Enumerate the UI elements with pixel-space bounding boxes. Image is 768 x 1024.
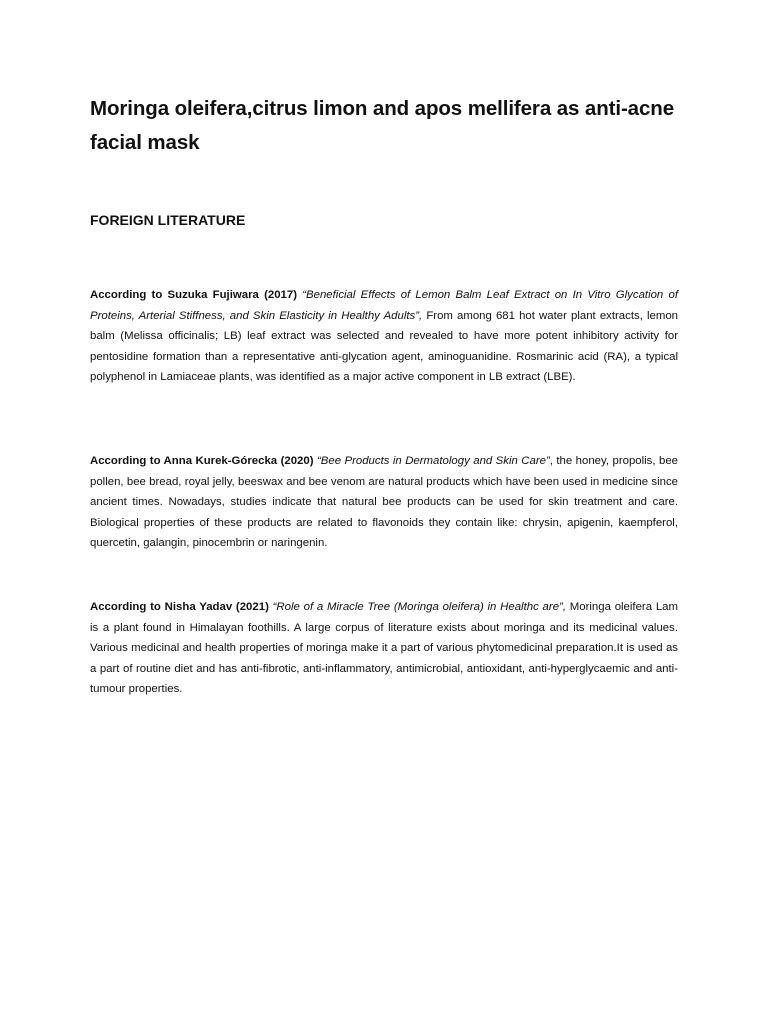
paragraph-body: From among 681 hot water plant extracts, lemon balm (Melissa officinalis; LB) leaf extract was selected and revealed to have more potent inhibitory activity for pentosidine formation than a representative anti-glycation agent, aminoguanidine. Rosmarinic acid (RA), a typical polyphenol in Lamiaceae plants, was identified as a major active component in LB extract (LBE). <box>90 309 678 384</box>
citation-title: “Beneficial Effects of Lemon Balm Leaf Extract on In Vitro Glycation of Proteins, Arterial Stiffness, and Skin Elasticity in Healthy Adults”, <box>90 289 678 322</box>
paragraph-body: , the honey, propolis, bee pollen, bee bread, royal jelly, beeswax and bee venom are natural products which have been used in medicine since ancient times. Nowadays, studies indicate that natural bee products can be used for skin treatment and care. Biological properties of these products are related to flavonoids they contain like: chrysin, apigenin, kaempferol, quercetin, galangin, pinocembrin or naringenin. <box>90 455 678 550</box>
literature-paragraph-3 <box>90 597 678 700</box>
document-title: Moringa oleifera,citrus limon and apos mellifera as anti-acne facial mask <box>90 97 675 154</box>
citation-title: “Role of a Miracle Tree (Moringa oleifera) in Healthc are”, <box>272 601 566 613</box>
citation-title: “Bee Products in Dermatology and Skin Care” <box>316 455 550 467</box>
section-heading: FOREIGN LITERATURE <box>90 212 246 228</box>
citation-author: According to Suzuka Fujiwara (2017) <box>90 289 297 301</box>
citation-author: According to Nisha Yadav (2021) <box>90 601 269 613</box>
citation-author: According to Anna Kurek-Górecka (2020) <box>90 455 314 467</box>
literature-paragraph-1 <box>90 285 678 388</box>
literature-paragraph-2 <box>90 451 678 554</box>
paragraph-body: Moringa oleifera Lam is a plant found in Himalayan foothills. A large corpus of literature exists about moringa and its medicinal values. Various medicinal and health properties of moringa make it a part of various phytomedicinal preparation.It is used as a part of routine diet and has anti-fibrotic, anti-inflammatory, antimicrobial, antioxidant, anti-hyperglycaemic and anti-tumour properties. <box>90 601 678 696</box>
